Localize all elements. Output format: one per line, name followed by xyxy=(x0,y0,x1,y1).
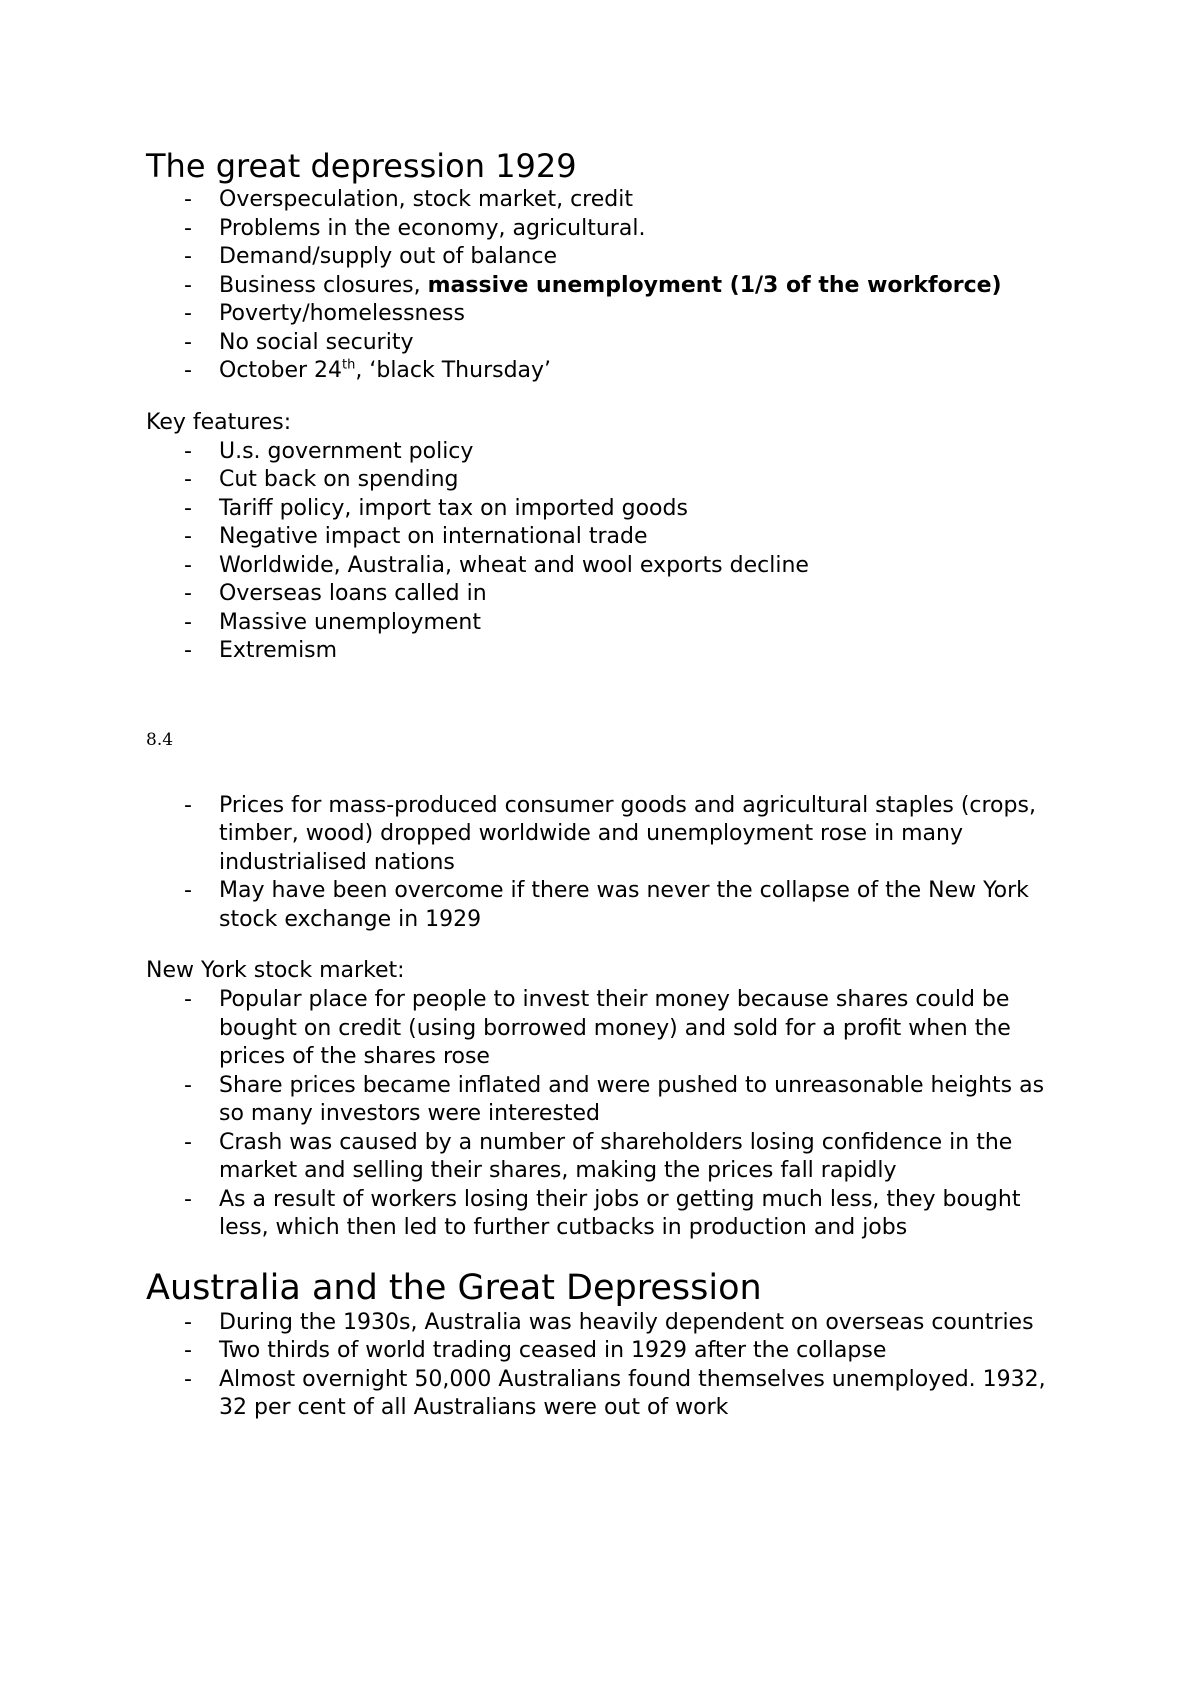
ordinal-superscript: th xyxy=(342,357,356,373)
list-item: - Prices for mass-produced consumer goods and agricultural staples (crops, timber, wood) dropped worldwide and unemployment rose in many industrialised nations xyxy=(184,792,1036,875)
list-item: - Business closures, massive unemployment (1/3 of the workforce) xyxy=(146,272,1066,301)
dash-bullet: - xyxy=(184,1186,192,1212)
list-item: - No social security xyxy=(146,329,1066,358)
list-item: - Crash was caused by a number of shareholders losing confidence in the market and selling their shares, making the prices fall rapidly xyxy=(184,1129,1013,1183)
australia-list xyxy=(146,1309,1066,1423)
dash-bullet: - xyxy=(184,609,192,635)
heading-australia: Australia and the Great Depression xyxy=(146,1267,762,1308)
dash-bullet: - xyxy=(184,215,192,241)
list-item: - Demand/supply out of balance xyxy=(146,243,1066,272)
ny-market-list xyxy=(146,986,1066,1243)
list-item: - U.s. government policy xyxy=(146,438,1066,467)
list-item: - Cut back on spending xyxy=(146,466,1066,495)
dash-bullet: - xyxy=(184,581,192,606)
dash-bullet: - xyxy=(184,524,192,549)
list-item: - Overseas loans called in xyxy=(146,580,1066,609)
section-8-4-list xyxy=(146,792,1066,935)
list-item: - Worldwide, Australia, wheat and wool exports decline xyxy=(146,552,1066,581)
dash-bullet: - xyxy=(184,244,192,269)
list-item: - Two thirds of world trading ceased in 1929 after the collapse xyxy=(146,1337,1066,1366)
dash-bullet: - xyxy=(184,438,192,464)
heading-great-depression: The great depression 1929 xyxy=(146,147,577,185)
list-item: - Poverty/homelessness xyxy=(146,300,1066,329)
list-item: - October 24th, ‘black Thursday’ xyxy=(146,357,1066,386)
great-depression-list xyxy=(146,186,1066,386)
dash-bullet: - xyxy=(184,1338,192,1363)
document-content xyxy=(146,146,1066,1423)
dash-bullet: - xyxy=(184,552,192,578)
dash-bullet: - xyxy=(184,467,192,492)
ny-market-label: New York stock market: xyxy=(146,958,405,983)
list-item: - May have been overcome if there was never the collapse of the New York stock exchange in 1929 xyxy=(184,878,1029,932)
dash-bullet: - xyxy=(184,1072,192,1098)
dash-bullet: - xyxy=(184,358,192,383)
list-item: - Massive unemployment xyxy=(146,609,1066,638)
dash-bullet: - xyxy=(184,987,192,1012)
dash-bullet: - xyxy=(184,272,192,298)
dash-bullet: - xyxy=(184,495,192,521)
dash-bullet: - xyxy=(184,301,192,326)
list-item: - Extremism xyxy=(146,637,1066,666)
list-item: - Negative impact on international trade xyxy=(146,523,1066,552)
bold-emphasis: massive unemployment (1/3 of the workforce) xyxy=(427,272,1002,298)
list-item: - Popular place for people to invest their money because shares could be bought on credit (using borrowed money) and sold for a profit when the prices of the shares rose xyxy=(184,987,1011,1069)
list-item: - Share prices became inflated and were pushed to unreasonable heights as so many investors were interested xyxy=(184,1072,1045,1126)
dash-bullet: - xyxy=(184,187,192,212)
list-item: - Almost overnight 50,000 Australians found themselves unemployed. 1932, 32 per cent of all Australians were out of work xyxy=(184,1366,1046,1420)
dash-bullet: - xyxy=(184,638,192,663)
dash-bullet: - xyxy=(184,1129,192,1155)
dash-bullet: - xyxy=(184,792,192,818)
list-item: - During the 1930s, Australia was heavily dependent on overseas countries xyxy=(146,1309,1066,1338)
list-item: - Tariff policy, import tax on imported goods xyxy=(146,495,1066,524)
dash-bullet: - xyxy=(184,329,192,355)
dash-bullet: - xyxy=(184,1366,192,1392)
dash-bullet: - xyxy=(184,878,192,903)
dash-bullet: - xyxy=(184,1309,192,1335)
key-features-label: Key features: xyxy=(146,409,292,435)
list-item: - Overspeculation, stock market, credit xyxy=(146,186,1066,215)
list-item: - Problems in the economy, agricultural. xyxy=(146,215,1066,244)
key-features-list xyxy=(146,438,1066,666)
section-number: 8.4 xyxy=(146,729,174,750)
list-item: - As a result of workers losing their jobs or getting much less, they bought less, which then led to further cutbacks in production and jobs xyxy=(184,1186,1021,1240)
